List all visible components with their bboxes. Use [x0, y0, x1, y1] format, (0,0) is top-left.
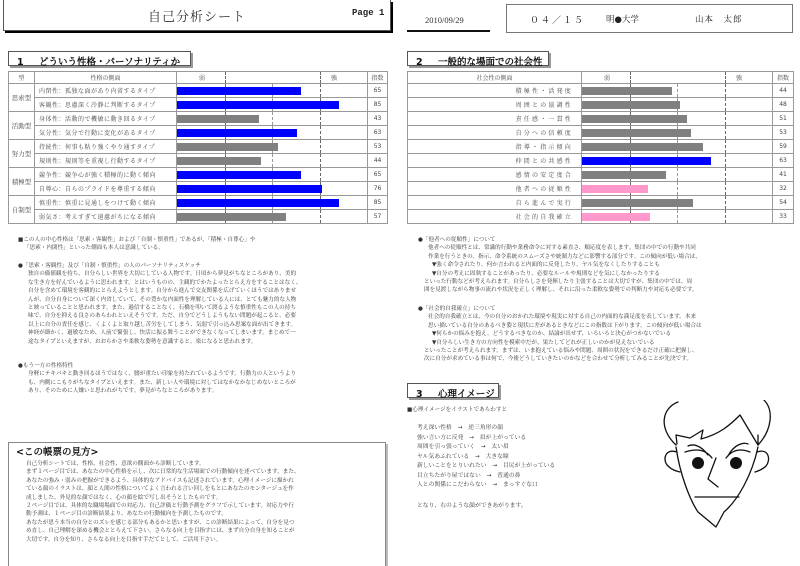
identity-bullets: [418, 330, 702, 347]
type-cell: 積極型: [9, 168, 35, 196]
aspect-cell: 身体性：活動的で機敏に動き回るタイプ: [35, 112, 177, 126]
text-line: 大切です。自分を知り、さらなる向上を目指す手だてとして、ご活用下さい。: [26, 536, 222, 543]
identity-title: ●「社会的自我確立」について: [418, 306, 496, 312]
score-bar-cell: [177, 126, 368, 140]
table-row: [408, 84, 794, 98]
table-row: [9, 126, 388, 140]
score-bar: [177, 115, 259, 123]
report-date: 2010/09/29: [425, 15, 464, 25]
table-row: [9, 182, 388, 196]
social-aspect-cell: 積極性・活発度: [408, 84, 582, 98]
aspect-cell: 内閉性：孤独な面があり内省するタイプ: [35, 84, 177, 98]
scale-midline: [677, 168, 678, 181]
score-bar-cell: [582, 98, 773, 112]
guide-body: [26, 460, 300, 544]
scale-tick: [725, 168, 726, 181]
score-bar-cell: [177, 154, 368, 168]
table-row: [408, 126, 794, 140]
score-bar-cell: [177, 168, 368, 182]
col-social-aspect: 社会性の側面: [408, 72, 582, 84]
scale-tick: [725, 72, 726, 83]
scale-tick: [725, 182, 726, 195]
table-row: [9, 168, 388, 182]
section1-summary: [18, 236, 255, 253]
text-line: 以上に自分の責任を感じ、くよくよと取り越し苦労をしてしまう、気弱で引っ込み思案な面が出てきます。: [28, 321, 297, 328]
score-bar-cell: [177, 182, 368, 196]
text-line: も、内側にこもりがちなタイプといえます。また、新しい人や環境に対してはなかなかなじめないところが: [28, 379, 296, 386]
table-row: [408, 112, 794, 126]
score-bar: [582, 87, 672, 95]
scale-tick: [225, 72, 226, 83]
text-line: んが、自分自身について深く内省していて、その豊かな内面性を理解している人には、とても魅力的な人物: [28, 296, 297, 303]
page-number: Page 1: [352, 8, 385, 18]
section2-title: 一般的な場面での社会性: [438, 57, 543, 68]
aspect-cell: 規則性：規則等を重視し行動するタイプ: [35, 154, 177, 168]
text-line: 思い描いている自分のあるべき姿と現状に差があるときなどにこの指数は下がります。この傾向が低い場合は: [428, 322, 702, 329]
index-cell: 85: [368, 196, 388, 210]
table-row: [408, 182, 794, 196]
text-line: まず１ページ目では、あなたの中心性格を示し、次に日常的な生活場面での行動傾向を述べています。また、: [26, 469, 300, 476]
social-aspect-cell: 仲間との共感性: [408, 154, 582, 168]
examinee-id: ０４／１５: [530, 16, 586, 26]
text-line: 途なタイプといえますが、おおらかさや柔軟な姿勢を意識すると、楽になると思われます。: [28, 338, 257, 345]
mapping-line: 強い言い方に反発 → 眉が上がっている: [417, 434, 527, 441]
text-line: 自分を含めて環境を客観的にとらえようとします。自分から進んで交友関係を広げていくほうではありませ: [28, 288, 297, 295]
score-bar-cell: [582, 140, 773, 154]
score-bar-cell: [582, 210, 773, 224]
col-aspect: 性格の側面: [35, 72, 177, 84]
bullet-line: ▼自分の考えに固執することがあったり、必要なルールや規則などを気にしなかったりする: [432, 270, 660, 277]
social-aspect-cell: 他者への従順性: [408, 182, 582, 196]
section2-number: 2: [416, 57, 423, 68]
text-line: ている顔のイラストは、顔と人間の性格についてよく言われる言い回しをもとにあなたのモンタージュを作: [26, 486, 294, 493]
personality-table-header: [9, 72, 388, 84]
index-cell: 63: [368, 126, 388, 140]
score-bar-cell: [177, 98, 368, 112]
table-row: [408, 98, 794, 112]
table-row: [408, 210, 794, 224]
identity-after: [418, 347, 702, 364]
table-row: [9, 84, 388, 98]
mapping-line: 人との関係にこだわらない → まっすぐな口: [417, 482, 538, 488]
score-bar: [582, 185, 648, 193]
obedience-bullets: [418, 261, 701, 278]
examinee-university: 明●大学: [606, 15, 639, 25]
right-eye-icon: [730, 457, 742, 469]
mapping-line: 考え深い性格 → 逆三角形の顔: [417, 425, 504, 431]
index-cell: 57: [368, 210, 388, 224]
section3-heading: [407, 383, 499, 398]
score-bar-cell: [177, 196, 368, 210]
section1-heading: [8, 51, 191, 66]
other-trait-body: [18, 370, 296, 395]
sociability-table-header: [408, 72, 794, 84]
text-line: あなたの強み・弱みの把握ができるよう、具体的なアドバイスも記述されています。心理イメージに描かれ: [26, 477, 294, 484]
text-line: 作業を行うときの、指示、命令系統のスムーズさや統制力などに影響する部分です。この傾向が低い場合は、: [428, 253, 701, 260]
text-line: 味で、自分を抑える良さのあらわれといえそうです。ただ、自分でどうしようもない問題が起こると、必要: [28, 313, 296, 320]
score-bar: [177, 87, 301, 95]
score-bar: [177, 129, 297, 137]
scale-midline: [272, 112, 273, 125]
score-bar-cell: [177, 210, 368, 224]
text-line: め直し、自己理解を深める機会ととらえて下さい。さらなる向上を目指すには、まず自分自身を知ることが: [26, 528, 295, 535]
text-line: 動予測は、１ページ目の診断結果より、あなたの行動傾向を予測したものです。: [26, 511, 227, 518]
table-row: [408, 154, 794, 168]
section3-title: 心理イメージ: [438, 389, 495, 400]
scale-strong-label: 強: [331, 75, 338, 82]
social-aspect-cell: 指導・指示傾向: [408, 140, 582, 154]
aspect-cell: 客観性：思慮深く冷静に判断するタイプ: [35, 98, 177, 112]
section2-heading: [407, 51, 549, 66]
score-bar-cell: [582, 154, 773, 168]
text-line: といったことが考えられます。まずは、いま抱えている悩みや問題、周囲の状況をできるだけ正確に把握し、: [424, 348, 698, 355]
aspect-cell: 競争性：競争心が強く積極的に動く傾向: [35, 168, 177, 182]
score-bar: [177, 213, 286, 221]
page-title: 自己分析シート: [148, 10, 247, 25]
text-line: 身軽にテキパキと動き回るほうではなく、腰が重たい印象を持たれているようです。行動力の人というより: [28, 371, 296, 378]
identity-explanation: [418, 305, 702, 364]
aspect-cell: 気分性：気分で行動に変化があるタイプ: [35, 126, 177, 140]
score-bar-cell: [582, 182, 773, 196]
scale-tick: [725, 210, 726, 223]
index-cell: 44: [368, 154, 388, 168]
index-cell: 54: [773, 196, 794, 210]
scale-weak-label: 弱: [604, 75, 611, 82]
scale-midline: [272, 154, 273, 167]
col-type: 型: [9, 72, 35, 84]
sketch-body: [18, 270, 301, 346]
scale-tick: [320, 72, 321, 83]
section3-number: 3: [416, 389, 423, 400]
text-line: 次に自分が求めている事は何で、今後どうしていきたいのかなどを合わせて分析してみることが先決です。: [424, 356, 692, 363]
image-intro: ■心理イメージをイラストであらわすと: [407, 407, 508, 413]
scale-weak-label: 弱: [199, 75, 206, 82]
other-trait: [18, 362, 296, 396]
bullet-line: ▼強く命令されたり、何か言われると内面的に反発したり、ヤル気をなくしたりすることも: [432, 262, 660, 269]
obedience-body: [418, 244, 701, 261]
score-bar-cell: [177, 112, 368, 126]
summary-line: ■この人の中心性格は「思索・客観性」および「自制・慎重性」であるが、「積極・自尊心」や: [18, 237, 256, 243]
scale-tick: [320, 140, 321, 153]
date-underline: [407, 30, 490, 32]
text-line: 成しました。外見的な顔ではなく、心の顔を絵で写し出そうとしたものです。: [26, 494, 222, 501]
index-cell: 48: [773, 98, 794, 112]
text-line: 独自の価値観を持ち、自分らしい世界を大切にしている人物です。日頃から夢見がちなところがあり、美的: [28, 271, 297, 278]
guide-title: <この帳票の見方>: [16, 447, 99, 458]
text-line: あなたが思う本当の自分とのズレを感じる部分もあるかと思いますが、この診断結果によって、自分を見つ: [26, 519, 295, 526]
bullet-line: ▼何らかの悩みを抱え、どうするべきなのか、結論が出せず、いろいろと決心がつかないでいる: [432, 331, 672, 338]
text-line: と映っていることと思われます。また、過信することなく、石橋を叩いて渡るような慎重性もこの人の持ち: [28, 305, 296, 312]
score-bar: [582, 115, 687, 123]
score-bar-cell: [582, 126, 773, 140]
mapping-line: 目立ちたがり屋ではない → 普通の鼻: [417, 472, 521, 479]
text-line: ２ページ目では、具体的な職場場面での対応力、自己評価と行動予測をグラフで示しています。対応力や行: [26, 503, 295, 510]
type-cell: 自制型: [9, 196, 35, 224]
score-bar: [177, 101, 339, 109]
score-bar: [582, 171, 666, 179]
scale-tick: [725, 154, 726, 167]
personality-table: [8, 71, 388, 224]
mapping-line: ヤル気あふれている → 大きな瞳: [417, 453, 509, 460]
scale-strong-label: 強: [736, 75, 743, 82]
image-conclusion: となり、右のような顔ができあがります。: [417, 503, 527, 509]
table-row: [9, 154, 388, 168]
score-bar-cell: [582, 84, 773, 98]
scale-tick: [320, 112, 321, 125]
scale-midline: [677, 84, 678, 97]
scale-midline: [677, 210, 678, 223]
table-row: [9, 210, 388, 224]
scale-tick: [725, 140, 726, 153]
score-bar: [177, 171, 301, 179]
aspect-cell: 自尊心：自らのプライドを尊重する傾向: [35, 182, 177, 196]
score-bar-cell: [582, 112, 773, 126]
index-cell: 41: [773, 168, 794, 182]
scale-tick: [725, 196, 726, 209]
score-bar: [582, 157, 711, 165]
table-row: [408, 168, 794, 182]
bullet-line: ▼自分らしい生き方の方向性を模索中だが、果たしてどれが正しいのかが見えないでいる: [432, 339, 655, 346]
section1-number: 1: [17, 57, 24, 68]
social-aspect-cell: 社会的自我確立: [408, 210, 582, 224]
table-row: [9, 140, 388, 154]
col-index: 指数: [368, 72, 388, 84]
index-cell: 53: [773, 126, 794, 140]
image-mappings: [417, 424, 555, 491]
text-line: 社会的自我確立とは、今の自分のおかれた環境や現実に対する自己の内面的な満足度を表しています。本来: [428, 314, 697, 321]
score-bar-cell: [582, 168, 773, 182]
scale-tick: [320, 84, 321, 97]
section1-title: どういう性格・パーソナリティか: [39, 57, 181, 68]
obedience-after: [418, 278, 701, 295]
examinee-name: 山本 太郎: [695, 15, 743, 25]
table-row: [9, 112, 388, 126]
social-aspect-cell: 自分への信頼度: [408, 126, 582, 140]
score-bar: [582, 129, 691, 137]
aspect-cell: 持続性：何事も粘り強くやり通すタイプ: [35, 140, 177, 154]
score-bar: [177, 199, 339, 207]
index-cell: 63: [773, 154, 794, 168]
type-cell: 努力型: [9, 140, 35, 168]
index-cell: 44: [773, 84, 794, 98]
table-row: [408, 196, 794, 210]
text-line: あり、そのために人嫌いと思われがちです。夢見がちなところがあります。: [28, 388, 218, 395]
type-cell: 活動型: [9, 112, 35, 140]
summary-line: 「思索・内閉性」といった側面も本人は意識している。: [24, 245, 164, 252]
score-bar-cell: [177, 140, 368, 154]
index-cell: 65: [368, 84, 388, 98]
face-illustration-icon: [640, 400, 800, 566]
type-cell: 思索型: [9, 84, 35, 112]
score-bar: [582, 199, 693, 207]
index-cell: 33: [773, 210, 794, 224]
mapping-line: 新しいことをとりいれたい → 目尻が上がっている: [417, 463, 556, 469]
score-bar: [582, 213, 650, 221]
text-line: 他者への従順性とは、常識的行動や業務命令に対する素直さ、順応度を表します。集団の中での行動や共同: [428, 245, 696, 252]
aspect-cell: 慎重性：慎重に見通しをつけて動く傾向: [35, 196, 177, 210]
sociability-table: [407, 71, 794, 224]
index-cell: 85: [368, 98, 388, 112]
identity-body: [418, 313, 702, 330]
mapping-line: 周囲を引っ張っていく → 太い眉: [417, 444, 509, 450]
scale-tick: [725, 98, 726, 111]
scale-tick: [725, 84, 726, 97]
col-scale: [582, 72, 773, 84]
scale-midline: [677, 182, 678, 195]
other-trait-title: ●もう一方の性格特性: [18, 363, 74, 369]
col-scale: [177, 72, 368, 84]
left-eye-icon: [692, 457, 704, 469]
index-cell: 43: [368, 112, 388, 126]
social-aspect-cell: 自ら進んで実行: [408, 196, 582, 210]
sketch-title: ●「思索・客観性」及び「自制・慎重性」の人のパーソナリティスケッチ: [18, 263, 201, 269]
text-line: な生き方を好んでいるように思われます。とはいうものの、主観的でかたよったとらえ方をすることはなく、: [28, 279, 302, 286]
scale-tick: [725, 126, 726, 139]
score-bar: [177, 143, 278, 151]
score-bar-cell: [582, 196, 773, 210]
score-bar-cell: [177, 84, 368, 98]
text-line: といった行動などが考えられます。自分らしさを発揮したり主張することは大切ですが、集団の中では、周: [424, 279, 693, 286]
scale-tick: [320, 154, 321, 167]
index-cell: 51: [773, 112, 794, 126]
score-bar: [582, 143, 703, 151]
text-line: 神経が細かく、過敏なため、人前で緊張し、快活に振る舞うことができなくなってしまいます。まじめで一: [28, 330, 296, 337]
personality-sketch: [18, 262, 301, 346]
text-line: 自己分析シートでは、性格、社会性、意欲の側面から診断しています。: [26, 461, 205, 467]
index-cell: 32: [773, 182, 794, 196]
table-row: [9, 98, 388, 112]
table-row: [9, 196, 388, 210]
score-bar: [177, 185, 322, 193]
scale-tick: [320, 210, 321, 223]
obedience-explanation: [418, 236, 701, 295]
aspect-cell: 弱気さ：考えすぎて遠慮がちになる傾向: [35, 210, 177, 224]
index-cell: 76: [368, 182, 388, 196]
col-index: 指数: [773, 72, 794, 84]
social-aspect-cell: 感情の安定度合: [408, 168, 582, 182]
social-aspect-cell: 周囲との協調性: [408, 98, 582, 112]
text-line: 囲を見渡しながら物事の流れや状況を正しく理解し、それに沿った柔軟な姿勢での判断力や対応も必要です。: [424, 287, 698, 294]
social-aspect-cell: 責任感・一貫性: [408, 112, 582, 126]
index-cell: 65: [368, 168, 388, 182]
score-bar: [582, 101, 680, 109]
obedience-title: ●「他者への従順性」について: [418, 237, 496, 243]
scale-tick: [725, 112, 726, 125]
scale-tick: [320, 168, 321, 181]
index-cell: 59: [773, 140, 794, 154]
score-bar: [177, 157, 261, 165]
scale-tick: [630, 72, 631, 83]
scale-tick: [320, 126, 321, 139]
index-cell: 53: [368, 140, 388, 154]
table-row: [408, 140, 794, 154]
